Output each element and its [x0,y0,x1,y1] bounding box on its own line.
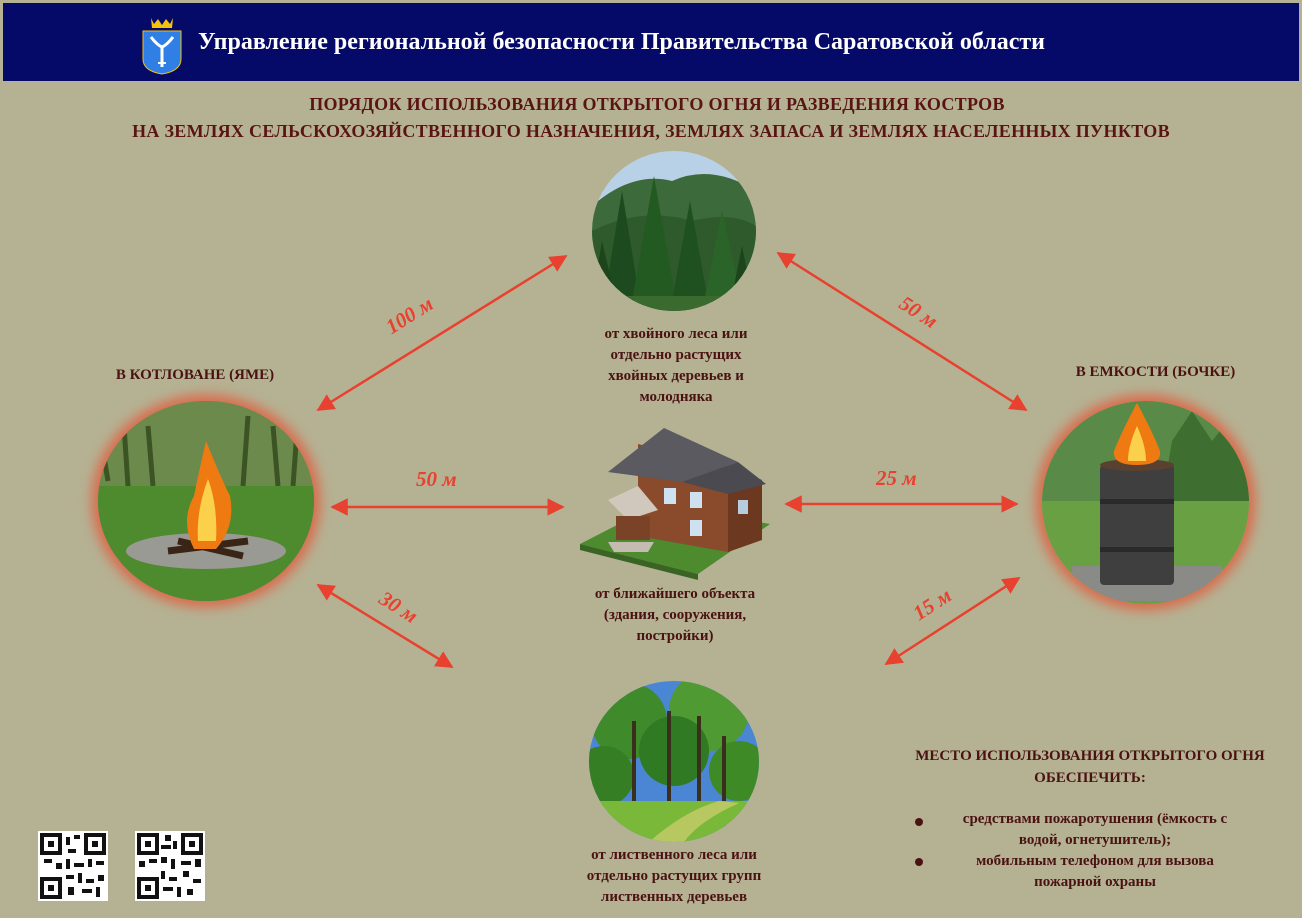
distance-conifer-barrel: 50 м [895,290,943,334]
requirement-item-2: мобильным телефоном для вызова пожарной охраны [976,853,1214,890]
barrel-label: В ЕМКОСТИ (БОЧКЕ) [1075,364,1236,380]
bullet-icon [915,858,923,866]
building-label: от ближайшего объекта (здания, сооружения, постройки) [594,586,756,644]
distance-barrel-deciduous: 15 м [908,582,956,626]
qr-code-2[interactable] [135,831,205,901]
qr-code-1[interactable] [38,831,108,901]
header-title: Управление региональной безопасности Правительства Саратовской области [198,29,1046,55]
pit-label: В КОТЛОВАНЕ (ЯМЕ) [115,367,275,383]
distance-pit-conifer: 100 м [381,291,438,339]
distance-building-barrel: 25 м [876,466,917,490]
requirement-item-1: средствами пожаротушения (ёмкость с водой, огнетушитель); [962,811,1228,848]
requirements-title: МЕСТО ИСПОЛЬЗОВАНИЯ ОТКРЫТОГО ОГНЯ ОБЕСПЕЧИТЬ: [915,748,1265,786]
arrow-barrel-deciduous [886,578,1019,664]
conifer-forest-image [592,151,756,311]
distance-pit-building: 50 м [416,467,457,491]
barrel-fire-image [1042,401,1249,604]
page-title-line2: НА ЗЕМЛЯХ СЕЛЬСКОХОЗЯЙСТВЕННОГО НАЗНАЧЕНИЯ, ЗЕМЛЯХ ЗАПАСА И ЗЕМЛЯХ НАСЕЛЕННЫХ ПУНКТОВ [132,121,1170,141]
house-image [578,424,772,582]
conifer-label: от хвойного леса или отдельно растущих хвойных деревьев и молодняка [604,326,748,405]
pit-fire-image [98,401,314,601]
page-title-line1: ПОРЯДОК ИСПОЛЬЗОВАНИЯ ОТКРЫТОГО ОГНЯ И РАЗВЕДЕНИЯ КОСТРОВ [309,94,1005,114]
arrow-conifer-barrel [778,253,1026,410]
distance-pit-deciduous: 30 м [374,586,423,629]
bullet-icon [915,818,923,826]
deciduous-label: от лиственного леса или отдельно растущих групп лиственных деревьев [586,847,762,905]
deciduous-forest-image [589,681,759,842]
arrow-pit-conifer [318,256,566,410]
